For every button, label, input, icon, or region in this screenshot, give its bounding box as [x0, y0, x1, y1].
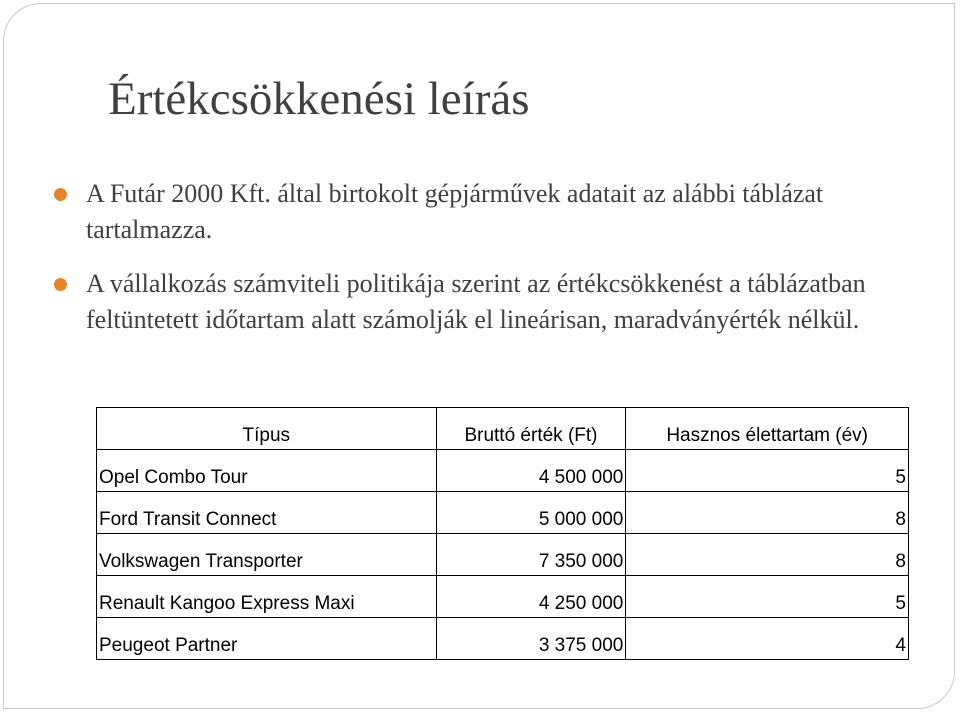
cell-type: Ford Transit Connect	[97, 492, 437, 534]
bullet-dot-icon	[54, 188, 67, 201]
cell-type: Volkswagen Transporter	[97, 534, 437, 576]
cell-gross-value: 3 375 000	[436, 618, 626, 660]
table-row	[97, 576, 909, 618]
header-gross-value: Bruttó érték (Ft)	[436, 408, 626, 450]
cell-useful-life: 8	[626, 492, 909, 534]
table-header-row	[97, 408, 909, 450]
cell-gross-value: 7 350 000	[436, 534, 626, 576]
vehicle-table	[96, 407, 909, 660]
table-row	[97, 618, 909, 660]
cell-useful-life: 4	[626, 618, 909, 660]
slide-title: Értékcsökkenési leírás	[108, 73, 530, 125]
cell-gross-value: 5 000 000	[436, 492, 626, 534]
bullet-text: A vállalkozás számviteli politikája szerint az értékcsökkenést a táblázatban feltüntetett időtartam alatt számolják el lineárisan, maradványérték nélkül.	[86, 269, 866, 334]
cell-useful-life: 8	[626, 534, 909, 576]
cell-type: Opel Combo Tour	[97, 450, 437, 492]
cell-type: Peugeot Partner	[97, 618, 437, 660]
cell-gross-value: 4 250 000	[436, 576, 626, 618]
cell-useful-life: 5	[626, 576, 909, 618]
bullet-list	[54, 176, 894, 356]
slide-frame	[3, 3, 955, 709]
header-type: Típus	[97, 408, 437, 450]
table-row	[97, 534, 909, 576]
bullet-item	[54, 266, 894, 338]
cell-gross-value: 4 500 000	[436, 450, 626, 492]
cell-useful-life: 5	[626, 450, 909, 492]
bullet-text: A Futár 2000 Kft. által birtokolt gépjárművek adatait az alábbi táblázat tartalmazza.	[86, 179, 824, 244]
cell-type: Renault Kangoo Express Maxi	[97, 576, 437, 618]
table-row	[97, 450, 909, 492]
header-useful-life: Hasznos élettartam (év)	[626, 408, 909, 450]
bullet-dot-icon	[54, 278, 67, 291]
table-row	[97, 492, 909, 534]
bullet-item	[54, 176, 894, 248]
